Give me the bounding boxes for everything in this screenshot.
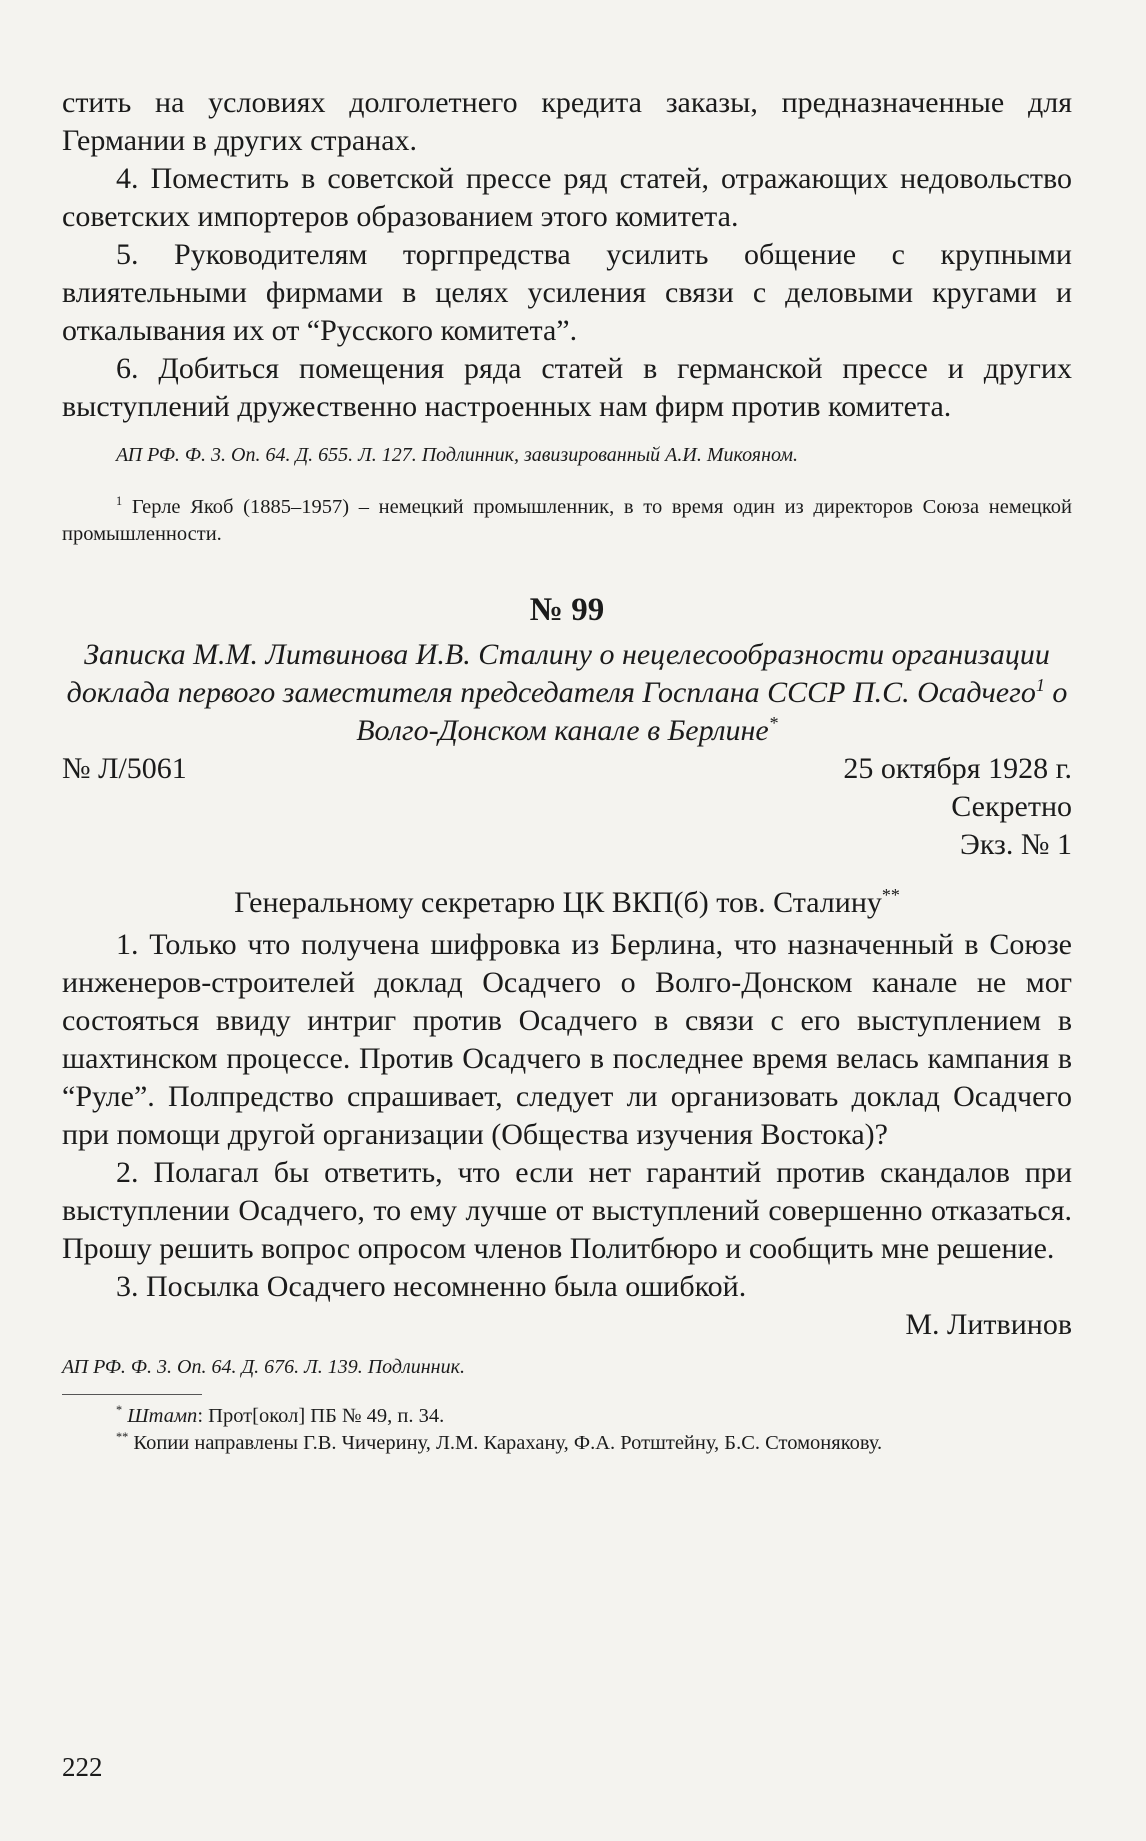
signature: М. Литвинов bbox=[905, 1308, 1072, 1341]
document-title bbox=[62, 636, 1072, 750]
paragraph-1: 1. Только что получена шифровка из Берлина, что назначенный в Союзе инженеров-строителей доклад Осадчего о Волго-Донском канале не мог состояться ввиду интриг против Осадчего в связи с его выступлением в шахтинском процессе. Против Осадчего в последнее время велась кампания в “Руле”. Полпредство спрашивает, следует ли организовать доклад Осадчего при помощи другой организации (Общества изучения Востока)? bbox=[62, 928, 1072, 1151]
footnote-double-star bbox=[62, 1430, 1072, 1457]
footnote-1 bbox=[62, 494, 1072, 548]
addressee-mark: ** bbox=[881, 885, 900, 905]
addressee bbox=[62, 884, 1072, 922]
item-4: 4. Поместить в советской прессе ряд статей, отражающих недовольство советских импортеров образованием этого комитета. bbox=[62, 162, 1072, 233]
paragraph-2: 2. Полагал бы ответить, что если нет гарантий против скандалов при выступлении Осадчего, то ему лучше от выступлений совершенно отказаться. Прошу решить вопрос опросом членов Политбюро и сообщить мне решение. bbox=[62, 1156, 1072, 1265]
footnote-star-mark: * bbox=[116, 1403, 123, 1418]
paragraph-3: 3. Посылка Осадчего несомненно была ошибкой. bbox=[116, 1270, 747, 1303]
footnote-1-mark: 1 bbox=[116, 494, 123, 509]
item-5: 5. Руководителям торгпредства усилить общение с крупными влиятельными фирмами в целях усиления связи с деловыми кругами и откалывания их от “Русского комитета”. bbox=[62, 238, 1072, 347]
document-page bbox=[62, 84, 1072, 1457]
footnote-star bbox=[62, 1403, 1072, 1430]
document-title-part1: Записка М.М. Литвинова И.В. Сталину о нецелесообразности организации доклада первого заместителя председателя Госплана СССР П.С. Осадчего bbox=[66, 638, 1050, 709]
item-6: 6. Добиться помещения ряда статей в германской прессе и других выступлений дружественно настроенных нам фирм против комитета. bbox=[62, 352, 1072, 423]
registration-number: № Л/5061 bbox=[62, 752, 187, 785]
document-number: № 99 bbox=[529, 592, 605, 628]
archive-source-2: АП РФ. Ф. 3. Оп. 64. Д. 676. Л. 139. Подлинник. bbox=[62, 1356, 465, 1378]
footnote-double-star-text: Копии направлены Г.В. Чичерину, Л.М. Карахану, Ф.А. Ротштейну, Б.С. Стомонякову. bbox=[128, 1432, 883, 1454]
document-title-mark1: 1 bbox=[1035, 675, 1045, 695]
page-number: 222 bbox=[62, 1752, 103, 1782]
archive-source-1: АП РФ. Ф. 3. Оп. 64. Д. 655. Л. 127. Подлинник, завизированный А.И. Микояном. bbox=[116, 444, 799, 466]
footnote-divider bbox=[62, 1394, 202, 1395]
footnote-double-star-mark: ** bbox=[116, 1430, 129, 1445]
footnote-star-text: : Прот[окол] ПБ № 49, п. 34. bbox=[197, 1405, 445, 1427]
footnote-1-text: Герле Якоб (1885–1957) – немецкий промышленник, в то время один из директоров Союза немецкой промышленности. bbox=[62, 496, 1072, 545]
addressee-text: Генеральному секретарю ЦК ВКП(б) тов. Сталину bbox=[234, 886, 882, 919]
classification-stamp: Секретно bbox=[951, 790, 1072, 823]
registration-line bbox=[62, 750, 1072, 788]
document-title-mark2: * bbox=[768, 713, 778, 733]
document-title-part2: о Волго-Донском канале в Берлине bbox=[356, 676, 1068, 747]
copy-number: Экз. № 1 bbox=[960, 828, 1072, 861]
footnote-block-1 bbox=[62, 494, 1072, 548]
continuation-paragraph: стить на условиях долголетнего кредита заказы, предназначенные для Германии в других странах. bbox=[62, 86, 1072, 157]
footnote-star-label: Штамп bbox=[127, 1405, 198, 1427]
document-date: 25 октября 1928 г. bbox=[843, 752, 1072, 785]
